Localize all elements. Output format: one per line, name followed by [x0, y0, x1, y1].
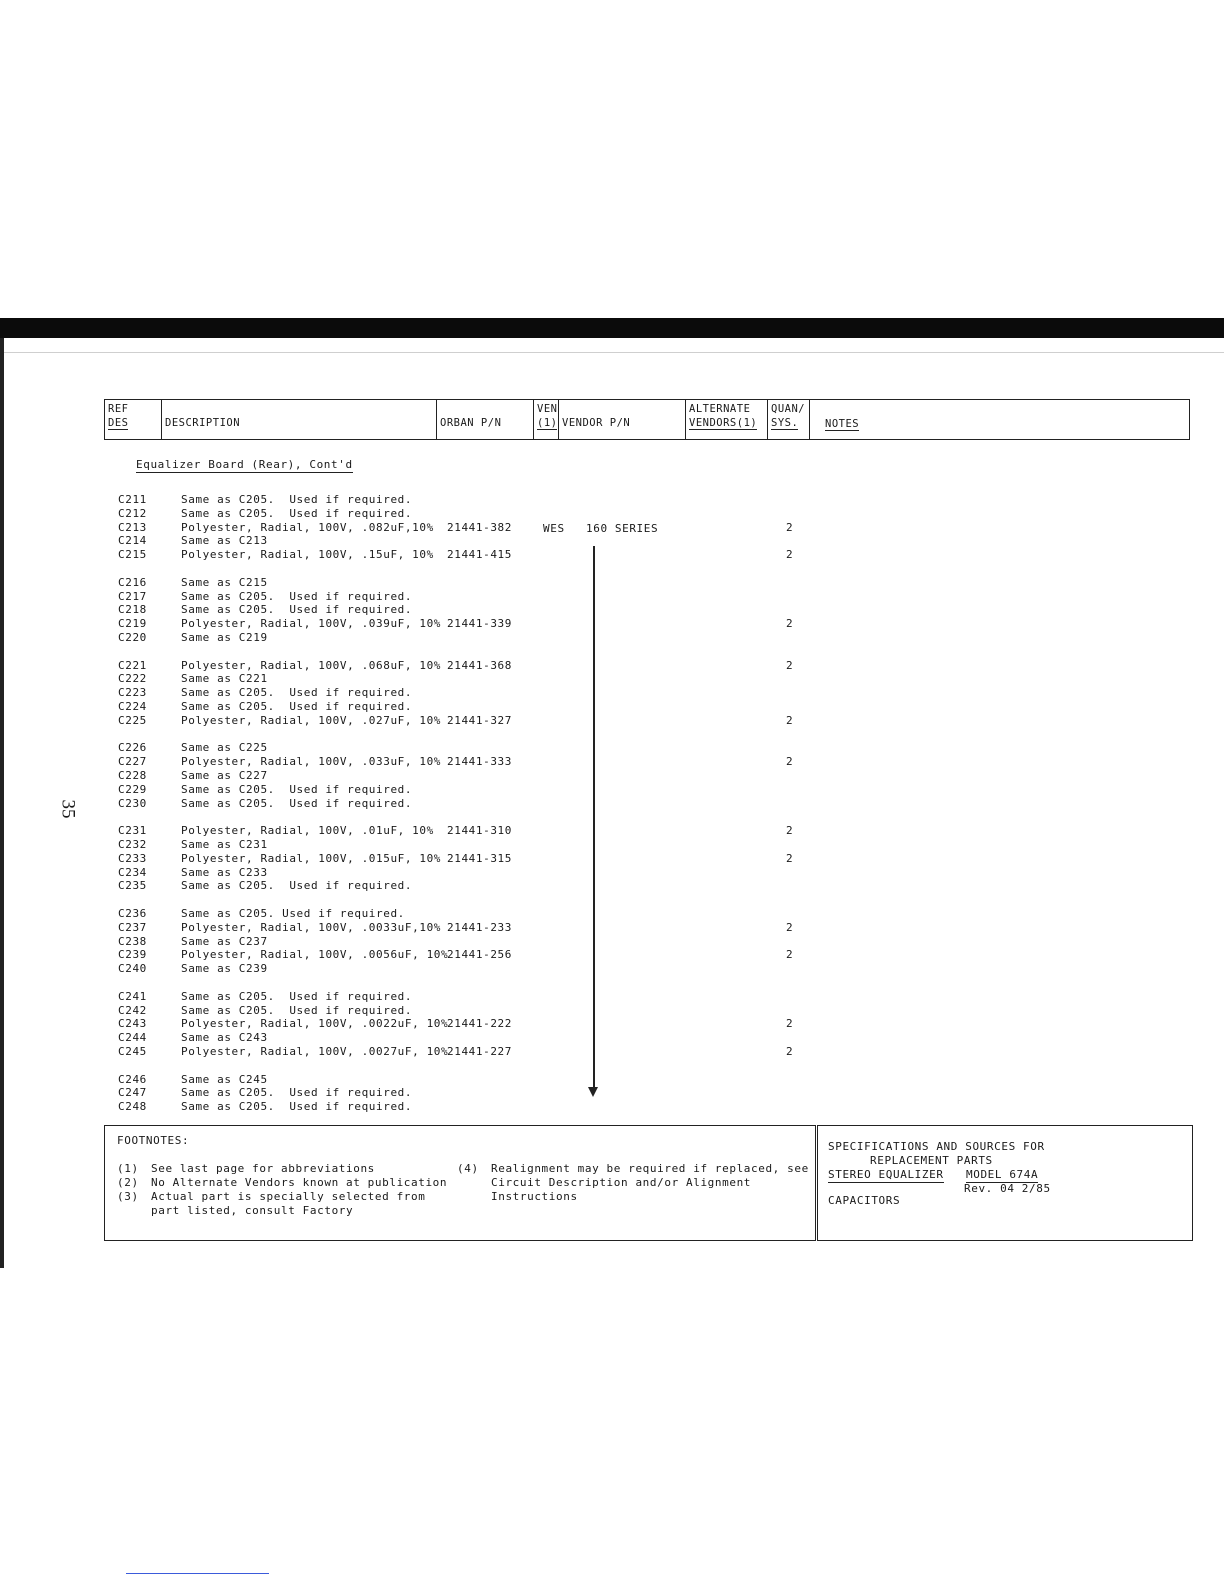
- part-ref: C245: [118, 1045, 147, 1058]
- part-description: Same as C205. Used if required.: [181, 493, 413, 506]
- part-description: Polyester, Radial, 100V, .0022uF, 10%: [181, 1017, 449, 1031]
- part-description: Same as C227: [181, 769, 268, 782]
- scan-edge-line: [0, 352, 1224, 353]
- part-ref: C242: [118, 1003, 147, 1017]
- part-ref: C248: [118, 1100, 147, 1114]
- vendor-continuation-line: [593, 546, 595, 1089]
- part-ref: C226: [118, 741, 147, 755]
- down-arrow-icon: [588, 1087, 598, 1097]
- page-number: 35: [57, 799, 79, 819]
- part-ref: C213: [118, 520, 147, 534]
- footnote-1-number: (1): [117, 1162, 139, 1175]
- part-description: Same as C205. Used if required.: [181, 589, 413, 603]
- header-description: DESCRIPTION: [162, 400, 437, 439]
- part-ref: C233: [118, 851, 147, 865]
- part-ref: C212: [118, 506, 147, 520]
- part-ref: C215: [118, 548, 147, 562]
- spec-model: MODEL 674A: [966, 1168, 1039, 1181]
- spec-category: CAPACITORS: [828, 1194, 901, 1207]
- footnotes-box: [104, 1125, 816, 1241]
- part-description: Same as C215: [181, 575, 268, 589]
- part-ref: C235: [118, 879, 147, 893]
- part-description: Same as C205. Used if required.: [181, 700, 413, 713]
- part-number: 21441-333: [447, 755, 513, 769]
- part-description: Same as C243: [181, 1031, 268, 1045]
- part-quantity: 2: [786, 548, 794, 562]
- part-description: Same as C205. Used if required.: [181, 506, 413, 520]
- part-description: Polyester, Radial, 100V, .0027uF, 10%: [181, 1045, 449, 1058]
- part-description: Polyester, Radial, 100V, .068uF, 10%: [181, 658, 442, 672]
- part-quantity: 2: [786, 617, 794, 631]
- footnote-1: See last page for abbreviations: [151, 1162, 375, 1175]
- part-description: Same as C245: [181, 1072, 268, 1086]
- vendor-part-number: 160 SERIES: [586, 522, 659, 535]
- part-description: Polyester, Radial, 100V, .0033uF,10%: [181, 920, 442, 934]
- footnote-4-line-3: Instructions: [491, 1190, 578, 1203]
- part-description: Same as C205. Used if required.: [181, 1086, 413, 1100]
- part-number: 21441-256: [447, 948, 513, 962]
- part-description: Same as C231: [181, 838, 268, 851]
- part-ref: C223: [118, 686, 147, 700]
- part-ref: C219: [118, 617, 147, 631]
- part-description: Same as C205. Used if required.: [181, 879, 413, 893]
- header-notes: NOTES: [825, 418, 860, 430]
- part-ref: C220: [118, 631, 147, 644]
- part-number: 21441-368: [447, 658, 513, 672]
- part-quantity: 2: [786, 851, 794, 865]
- header-quan-sys: QUAN/ SYS.: [768, 400, 810, 439]
- part-quantity: 2: [786, 1045, 794, 1058]
- footnote-4-line-2: Circuit Description and/or Alignment: [491, 1176, 752, 1189]
- part-description: Same as C205. Used if required.: [181, 1003, 413, 1017]
- part-ref: C225: [118, 713, 147, 727]
- part-number: 21441-310: [447, 824, 513, 838]
- part-ref: C247: [118, 1086, 147, 1100]
- part-ref: C231: [118, 824, 147, 838]
- part-ref: C246: [118, 1072, 147, 1086]
- part-description: Same as C213: [181, 534, 268, 548]
- spec-line-1: SPECIFICATIONS AND SOURCES FOR: [828, 1140, 1045, 1153]
- part-ref: C211: [118, 493, 147, 506]
- part-ref: C222: [118, 672, 147, 686]
- part-description: Same as C205. Used if required.: [181, 782, 413, 796]
- part-description: Polyester, Radial, 100V, .039uF, 10%: [181, 617, 442, 631]
- part-number: 21441-222: [447, 1017, 513, 1031]
- header-alternate-vendors: ALTERNATE VENDORS(1): [686, 400, 768, 439]
- part-number: 21441-415: [447, 548, 513, 562]
- part-quantity: 2: [786, 713, 794, 727]
- footnote-4-line-1: Realignment may be required if replaced, see: [491, 1162, 809, 1175]
- part-description: Same as C205. Used if required.: [181, 907, 405, 920]
- part-description: Same as C205. Used if required.: [181, 796, 413, 810]
- spec-line-2: REPLACEMENT PARTS: [870, 1154, 993, 1167]
- part-quantity: 2: [786, 1017, 794, 1031]
- part-description: Same as C205. Used if required.: [181, 603, 413, 617]
- header-vendor-pn: VENDOR P/N: [559, 400, 686, 439]
- part-description: Polyester, Radial, 100V, .033uF, 10%: [181, 755, 442, 769]
- header-orban-pn: ORBAN P/N: [437, 400, 534, 439]
- footnote-4-number: (4): [457, 1162, 479, 1175]
- footnote-3-line-2: part listed, consult Factory: [151, 1204, 354, 1217]
- vendor-code: WES: [543, 522, 565, 535]
- part-number: 21441-382: [447, 520, 513, 534]
- footnote-2-number: (2): [117, 1176, 139, 1189]
- part-quantity: 2: [786, 824, 794, 838]
- part-ref: C240: [118, 962, 147, 976]
- part-ref: C227: [118, 755, 147, 769]
- part-quantity: 2: [786, 755, 794, 769]
- part-ref: C218: [118, 603, 147, 617]
- spec-revision: Rev. 04 2/85: [964, 1182, 1051, 1195]
- scan-bottom-mark: [126, 1573, 269, 1574]
- part-ref: C236: [118, 907, 147, 920]
- part-description: Same as C205. Used if required.: [181, 1100, 413, 1114]
- part-number: 21441-339: [447, 617, 513, 631]
- scan-left-edge: [0, 338, 4, 1268]
- part-description: Polyester, Radial, 100V, .15uF, 10%: [181, 548, 434, 562]
- part-description: Same as C233: [181, 865, 268, 879]
- spec-title-box: [817, 1125, 1193, 1241]
- part-ref: C214: [118, 534, 147, 548]
- part-ref: C224: [118, 700, 147, 713]
- spec-product: STEREO EQUALIZER: [828, 1168, 944, 1181]
- header-ven: VEN (1): [534, 400, 559, 439]
- part-description: Polyester, Radial, 100V, .082uF,10%: [181, 520, 434, 534]
- part-ref: C244: [118, 1031, 147, 1045]
- part-ref: C221: [118, 658, 147, 672]
- part-quantity: 2: [786, 948, 794, 962]
- part-ref: C216: [118, 575, 147, 589]
- part-ref: C237: [118, 920, 147, 934]
- part-quantity: 2: [786, 658, 794, 672]
- footnote-2: No Alternate Vendors known at publication: [151, 1176, 448, 1189]
- part-ref: C239: [118, 948, 147, 962]
- part-ref: C238: [118, 934, 147, 948]
- part-ref: C230: [118, 796, 147, 810]
- part-number: 21441-227: [447, 1045, 513, 1058]
- part-description: Polyester, Radial, 100V, .0056uF, 10%: [181, 948, 449, 962]
- part-description: Polyester, Radial, 100V, .015uF, 10%: [181, 851, 442, 865]
- part-description: Same as C225: [181, 741, 268, 755]
- part-ref: C241: [118, 989, 147, 1003]
- part-ref: C217: [118, 589, 147, 603]
- part-number: 21441-233: [447, 920, 513, 934]
- part-description: Polyester, Radial, 100V, .027uF, 10%: [181, 713, 442, 727]
- part-description: Same as C237: [181, 934, 268, 948]
- part-ref: C234: [118, 865, 147, 879]
- part-ref: C229: [118, 782, 147, 796]
- part-description: Same as C219: [181, 631, 268, 644]
- part-description: Same as C239: [181, 962, 268, 976]
- part-description: Same as C205. Used if required.: [181, 989, 413, 1003]
- section-title: Equalizer Board (Rear), Cont'd: [136, 458, 353, 471]
- part-description: Same as C205. Used if required.: [181, 686, 413, 700]
- footnotes-title: FOOTNOTES:: [117, 1134, 190, 1147]
- table-header: [104, 399, 1190, 440]
- footnote-3-line-1: Actual part is specially selected from: [151, 1190, 426, 1203]
- part-quantity: 2: [786, 920, 794, 934]
- header-ref-des: REF DES: [105, 400, 162, 439]
- scan-top-bar: [0, 318, 1224, 338]
- part-description: Same as C221: [181, 672, 268, 686]
- part-number: 21441-327: [447, 713, 513, 727]
- part-description: Polyester, Radial, 100V, .01uF, 10%: [181, 824, 434, 838]
- part-ref: C228: [118, 769, 147, 782]
- footnote-3-number: (3): [117, 1190, 139, 1203]
- part-ref: C232: [118, 838, 147, 851]
- part-quantity: 2: [786, 520, 794, 534]
- part-ref: C243: [118, 1017, 147, 1031]
- part-number: 21441-315: [447, 851, 513, 865]
